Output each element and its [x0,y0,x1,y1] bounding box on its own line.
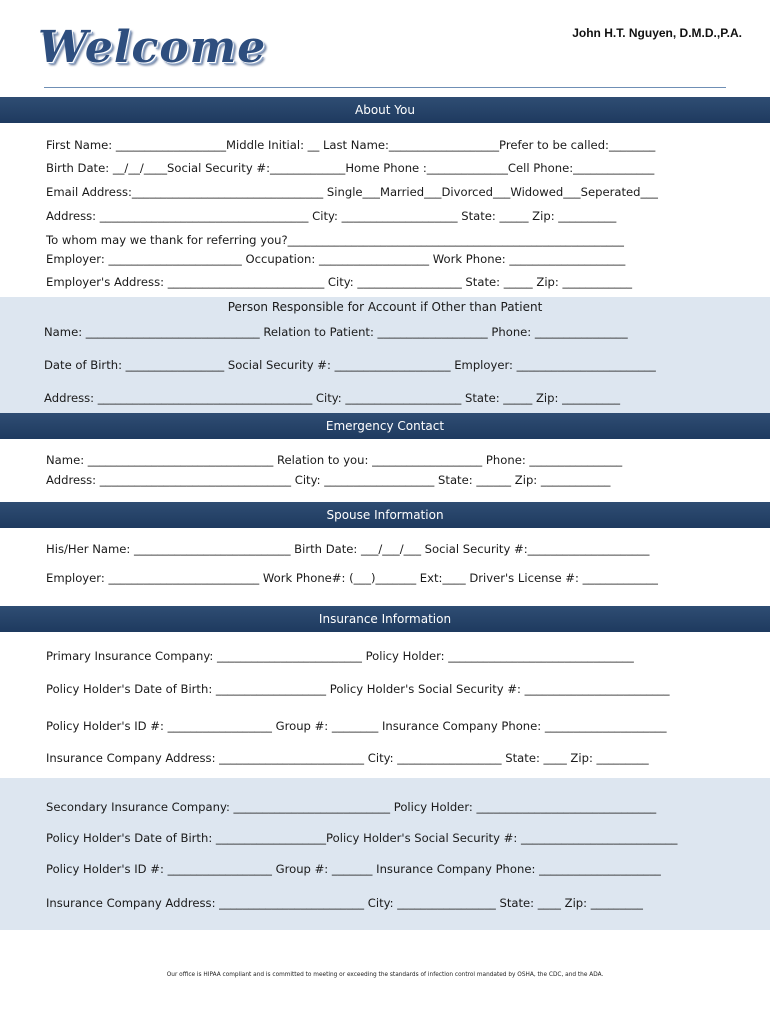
form-line-primary-id[interactable]: Policy Holder's ID #: __________________ Group #: ________ Insurance Company Phone: _____________________ [46,719,667,733]
welcome-logo: Welcome [38,22,267,73]
spouse-information-header: Spouse Information [0,502,770,528]
form-line-employer-address[interactable]: Employer's Address: ___________________________ City: __________________ State: _____ Zip: ____________ [46,275,633,289]
form-line-primary-company[interactable]: Primary Insurance Company: _________________________ Policy Holder: ________________________________ [46,649,634,663]
form-line-emergency-address[interactable]: Address: _________________________________ City: ___________________ State: ______ Zip: ____________ [46,473,611,487]
doctor-name: John H.T. Nguyen, D.M.D.,P.A. [572,26,742,40]
form-line-referral[interactable]: To whom may we thank for referring you?__________________________________________________________ [46,233,624,247]
form-line-spouse-employer[interactable]: Employer: __________________________ Work Phone#: (___)_______ Ext:____ Driver's License #: _____________ [46,571,658,585]
form-line-employer[interactable]: Employer: _______________________ Occupation: ___________________ Work Phone: ____________________ [46,252,626,266]
form-line-secondary-company[interactable]: Secondary Insurance Company: ___________________________ Policy Holder: _______________________________ [46,800,657,814]
header-divider [44,87,726,88]
form-line-names[interactable]: First Name: ___________________Middle Initial: __ Last Name:___________________Prefer to be called:________ [46,138,656,152]
form-line-birth-phone[interactable]: Birth Date: __/__/____Social Security #:_____________Home Phone :______________Cell Phone:______________ [46,161,655,175]
form-line-spouse-name[interactable]: His/Her Name: ___________________________ Birth Date: ___/___/___ Social Security #:_____________________ [46,542,650,556]
form-line-secondary-address[interactable]: Insurance Company Address: _________________________ City: _________________ State: ____ Zip: _________ [46,896,643,910]
responsible-title: Person Responsible for Account if Other than Patient [227,300,543,314]
form-line-secondary-id[interactable]: Policy Holder's ID #: __________________ Group #: _______ Insurance Company Phone: _____________________ [46,862,661,876]
form-line-primary-holder-dob[interactable]: Policy Holder's Date of Birth: ___________________ Policy Holder's Social Security #: _________________________ [46,682,670,696]
form-line-responsible-address[interactable]: Address: _____________________________________ City: ____________________ State: _____ Zip: __________ [44,391,621,405]
emergency-contact-header: Emergency Contact [0,413,770,439]
form-line-secondary-holder-dob[interactable]: Policy Holder's Date of Birth: ___________________Policy Holder's Social Security #: ___________________________ [46,831,678,845]
hipaa-footer: Our office is HIPAA compliant and is committed to meeting or exceeding the standards of infection control mandated by OSHA, the CDC, and the ADA. [166,972,604,978]
insurance-information-header: Insurance Information [0,606,770,632]
about-you-header: About You [0,97,770,123]
form-line-emergency-name[interactable]: Name: ________________________________ Relation to you: ___________________ Phone: ________________ [46,453,623,467]
form-line-email-marital[interactable]: Email Address:_________________________________ Single___Married___Divorced___Widowed___Seperated___ [46,185,658,199]
form-line-address[interactable]: Address: ____________________________________ City: ____________________ State: _____ Zip: __________ [46,209,617,223]
form-line-responsible-name[interactable]: Name: ______________________________ Relation to Patient: ___________________ Phone: ________________ [44,325,628,339]
form-line-primary-address[interactable]: Insurance Company Address: _________________________ City: __________________ State: ____ Zip: _________ [46,751,649,765]
form-line-responsible-dob[interactable]: Date of Birth: _________________ Social Security #: ____________________ Employer: ________________________ [44,358,656,372]
